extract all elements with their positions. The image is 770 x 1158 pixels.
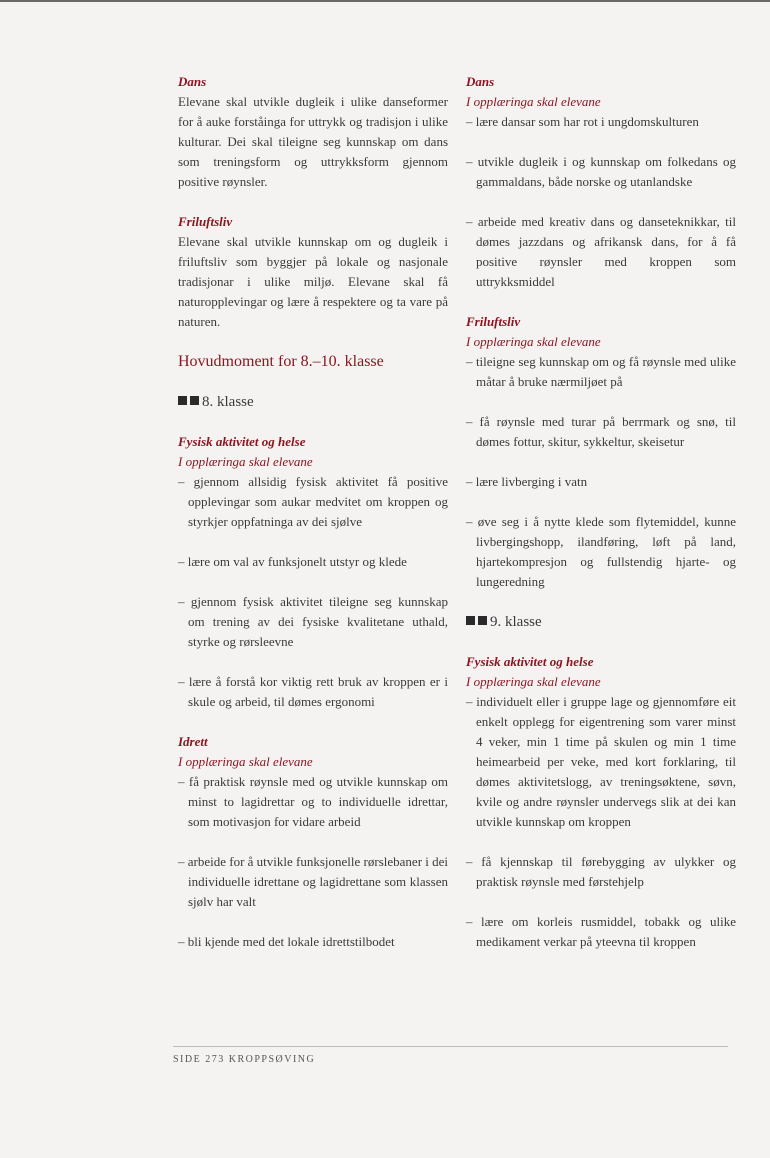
- section-title-dans: Dans: [178, 74, 207, 89]
- section-title-dans: Dans: [466, 74, 495, 89]
- section-title-fysisk: Fysisk aktivitet og helse: [178, 434, 306, 449]
- top-rule: [0, 0, 770, 2]
- section-intro: I opplæringa skal elevane: [178, 754, 313, 769]
- page-footer: SIDE 273 KROPPSØVING: [173, 1054, 316, 1065]
- square-bullet-icon: [478, 616, 487, 625]
- list-item: – lære om korleis rusmiddel, tobakk og ulike medikament verkar på yteevna til kroppen: [466, 914, 736, 949]
- square-bullet-icon: [466, 616, 475, 625]
- list-item: – lære å forstå kor viktig rett bruk av kroppen er i skule og arbeid, til dømes ergonomi: [178, 674, 448, 709]
- square-bullet-icon: [190, 396, 199, 405]
- square-bullet-icon: [178, 396, 187, 405]
- list-item: – tileigne seg kunnskap om og få røynsle med ulike måtar å bruke nærmiljøet på: [466, 354, 736, 389]
- section-title-friluftsliv: Friluftsliv: [466, 314, 521, 329]
- section-intro: I opplæringa skal elevane: [466, 674, 601, 689]
- paragraph-dans: Elevane skal utvikle dugleik i ulike danseformer for å auke forståinga for uttrykk og tradisjon i ulike kulturar. Dei skal tileigne seg kunnskap om dans som treningsform og uttrykksform gjennom positive røynsler.: [178, 94, 448, 189]
- grade-heading-8: [178, 392, 448, 412]
- right-column: [466, 72, 736, 952]
- grade-label: 8. klasse: [202, 394, 254, 410]
- section-intro: I opplæringa skal elevane: [178, 454, 313, 469]
- list-item: – få røynsle med turar på berrmark og snø, til dømes fottur, skitur, sykkeltur, skeisetur: [466, 414, 736, 449]
- list-item: – lære om val av funksjonelt utstyr og klede: [178, 554, 407, 569]
- left-column: [178, 72, 448, 952]
- section-title-fysisk: Fysisk aktivitet og helse: [466, 654, 594, 669]
- paragraph-friluftsliv: Elevane skal utvikle kunnskap om og dugleik i friluftsliv som byggjer på lokale og nasjonale tradisjonar i ulike miljø. Elevane skal få naturopplevingar og lære å respektere og ta vare på naturen.: [178, 234, 448, 329]
- section-title-idrett: Idrett: [178, 734, 208, 749]
- section-intro: I opplæringa skal elevane: [466, 334, 601, 349]
- list-item: – arbeide med kreativ dans og danseteknikkar, til dømes jazzdans og afrikansk dans, for å få positive røynsler med kroppen som uttrykksmiddel: [466, 214, 736, 289]
- list-item: – gjennom fysisk aktivitet tileigne seg kunnskap om trening av dei fysiske kvalitetane uthald, styrke og rørsleevne: [178, 594, 448, 649]
- grade-label: 9. klasse: [490, 614, 542, 630]
- list-item: – arbeide for å utvikle funksjonelle rørslebaner i dei individuelle idrettane og lagidrettane som klassen sjølv har valt: [178, 854, 449, 909]
- grade-heading-9: [466, 612, 736, 632]
- list-item: – lære dansar som har rot i ungdomskulturen: [466, 114, 699, 129]
- list-item: – individuelt eller i gruppe lage og gjennomføre eit enkelt opplegg for eigentrening som varer minst 4 veker, min 1 time på skulen og min 1 time heimearbeid per veke, med kort forklaring, til dømes aktivitetslogg, av treningsøktene, søvn, kvile og andre røynsler undervegs slik at dei kan utvikle kunnskap om kroppen: [466, 694, 736, 829]
- footer-rule: [173, 1046, 728, 1047]
- list-item: – øve seg i å nytte klede som flytemiddel, kunne livbergingshopp, ilandføring, løft på land, hjartekompresjon og fullstendig hjarte- og lungeredning: [466, 514, 736, 589]
- list-item: – få kjennskap til førebygging av ulykker og praktisk røynsle med førstehjelp: [466, 854, 736, 889]
- section-title-friluftsliv: Friluftsliv: [178, 214, 233, 229]
- main-heading: Hovudmoment for 8.–10. klasse: [178, 353, 384, 370]
- section-intro: I opplæringa skal elevane: [466, 94, 601, 109]
- list-item: – gjennom allsidig fysisk aktivitet få positive opplevingar som aukar medvitet om kroppen og styrkjer oppfatninga av dei sjølve: [178, 474, 448, 529]
- list-item: – lære livberging i vatn: [466, 474, 588, 489]
- list-item: – få praktisk røynsle med og utvikle kunnskap om minst to lagidrettar og to individuelle idrettar, som motivasjon for vidare arbeid: [178, 774, 448, 829]
- list-item: – bli kjende med det lokale idrettstilbodet: [178, 934, 395, 949]
- list-item: – utvikle dugleik i og kunnskap om folkedans og gammaldans, både norske og utanlandske: [466, 154, 736, 189]
